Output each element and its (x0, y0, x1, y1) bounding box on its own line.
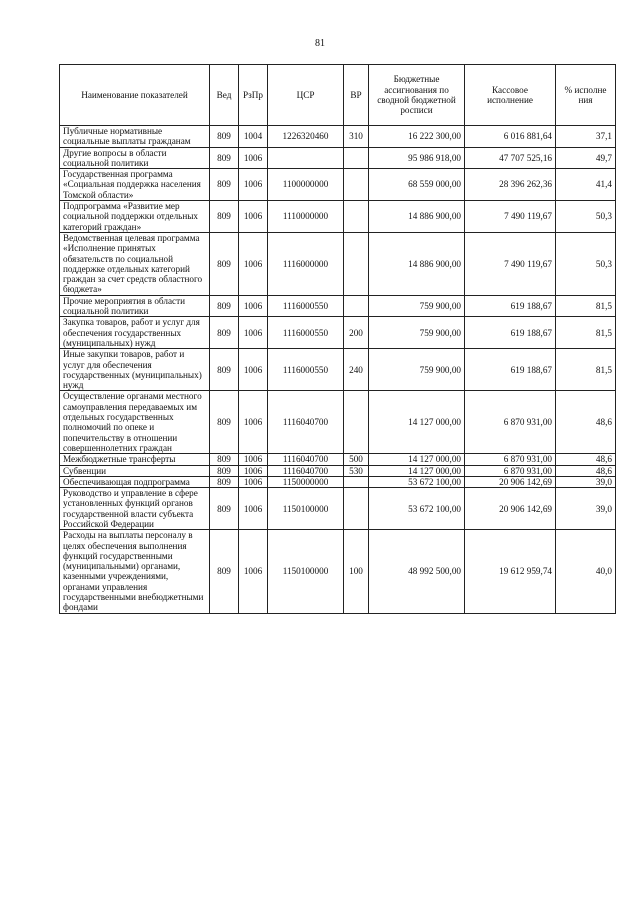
row-vr (344, 232, 369, 295)
row-ved: 809 (210, 530, 239, 613)
row-ved: 809 (210, 169, 239, 201)
row-ved: 809 (210, 488, 239, 530)
row-name: Обеспечивающая подпрограмма (60, 476, 210, 487)
row-rzpr: 1006 (239, 232, 268, 295)
row-csr: 1116000550 (268, 317, 344, 349)
row-budget: 759 900,00 (369, 349, 465, 391)
row-rzpr: 1006 (239, 488, 268, 530)
header-name: Наименование показателей (60, 65, 210, 126)
row-rzpr: 1004 (239, 126, 268, 148)
table-row (60, 126, 616, 148)
row-cash: 7 490 119,67 (465, 232, 556, 295)
table-header-row (60, 65, 616, 126)
header-percent: % исполне ния (556, 65, 616, 126)
row-rzpr: 1006 (239, 391, 268, 454)
header-csr: ЦСР (268, 65, 344, 126)
row-csr: 1116000550 (268, 349, 344, 391)
row-ved: 809 (210, 465, 239, 476)
row-rzpr: 1006 (239, 147, 268, 169)
row-rzpr: 1006 (239, 349, 268, 391)
row-percent: 41,4 (556, 169, 616, 201)
row-percent: 81,5 (556, 349, 616, 391)
row-budget: 759 900,00 (369, 317, 465, 349)
row-percent: 50,3 (556, 232, 616, 295)
row-ved: 809 (210, 476, 239, 487)
table-row (60, 476, 616, 487)
row-vr: 240 (344, 349, 369, 391)
row-csr: 1116040700 (268, 391, 344, 454)
row-budget: 16 222 300,00 (369, 126, 465, 148)
row-rzpr: 1006 (239, 169, 268, 201)
row-cash: 6 870 931,00 (465, 465, 556, 476)
row-cash: 6 870 931,00 (465, 454, 556, 465)
row-budget: 14 886 900,00 (369, 201, 465, 233)
row-budget: 95 986 918,00 (369, 147, 465, 169)
row-rzpr: 1006 (239, 465, 268, 476)
table-row (60, 317, 616, 349)
row-budget: 14 127 000,00 (369, 465, 465, 476)
row-budget: 759 900,00 (369, 295, 465, 317)
table-row (60, 201, 616, 233)
table-row (60, 349, 616, 391)
row-name: Осуществление органами местного самоуправления передаваемых им отдельных государственных полномочий по опеке и попечительству в отношении совершеннолетних граждан (60, 391, 210, 454)
row-percent: 39,0 (556, 488, 616, 530)
row-percent: 50,3 (556, 201, 616, 233)
table-row (60, 488, 616, 530)
row-name: Расходы на выплаты персоналу в целях обеспечения выполнения функций государственными (муниципальными) органами, казенными учреждениями, органами управления государственными внебюджетными фондами (60, 530, 210, 613)
budget-execution-table (59, 64, 616, 614)
row-percent: 49,7 (556, 147, 616, 169)
row-budget: 14 127 000,00 (369, 454, 465, 465)
table-row (60, 465, 616, 476)
row-csr: 1116040700 (268, 465, 344, 476)
row-vr (344, 488, 369, 530)
row-cash: 619 188,67 (465, 349, 556, 391)
row-vr: 200 (344, 317, 369, 349)
row-percent: 48,6 (556, 391, 616, 454)
row-budget: 14 127 000,00 (369, 391, 465, 454)
row-ved: 809 (210, 232, 239, 295)
row-vr: 100 (344, 530, 369, 613)
row-ved: 809 (210, 391, 239, 454)
row-ved: 809 (210, 349, 239, 391)
row-name: Публичные нормативные социальные выплаты гражданам (60, 126, 210, 148)
table-row (60, 169, 616, 201)
header-budget: Бюджетные ассигнования по сводной бюджетной росписи (369, 65, 465, 126)
row-ved: 809 (210, 454, 239, 465)
row-ved: 809 (210, 126, 239, 148)
row-csr: 1150000000 (268, 476, 344, 487)
row-name: Другие вопросы в области социальной политики (60, 147, 210, 169)
header-rzpr: РзПр (239, 65, 268, 126)
row-budget: 14 886 900,00 (369, 232, 465, 295)
row-name: Закупка товаров, работ и услуг для обеспечения государственных (муниципальных) нужд (60, 317, 210, 349)
row-name: Прочие мероприятия в области социальной политики (60, 295, 210, 317)
row-vr (344, 201, 369, 233)
header-cash: Кассовое исполнение (465, 65, 556, 126)
row-percent: 39,0 (556, 476, 616, 487)
row-ved: 809 (210, 295, 239, 317)
row-vr (344, 476, 369, 487)
row-csr: 1116040700 (268, 454, 344, 465)
row-vr (344, 295, 369, 317)
row-cash: 47 707 525,16 (465, 147, 556, 169)
row-cash: 7 490 119,67 (465, 201, 556, 233)
row-rzpr: 1006 (239, 530, 268, 613)
row-csr: 1116000550 (268, 295, 344, 317)
row-name: Иные закупки товаров, работ и услуг для обеспечения государственных (муниципальных) нужд (60, 349, 210, 391)
row-vr (344, 147, 369, 169)
row-csr (268, 147, 344, 169)
row-cash: 20 906 142,69 (465, 488, 556, 530)
row-vr: 500 (344, 454, 369, 465)
header-ved: Вед (210, 65, 239, 126)
row-vr: 310 (344, 126, 369, 148)
row-vr (344, 169, 369, 201)
row-rzpr: 1006 (239, 295, 268, 317)
row-csr: 1116000000 (268, 232, 344, 295)
row-name: Межбюджетные трансферты (60, 454, 210, 465)
row-cash: 619 188,67 (465, 295, 556, 317)
row-percent: 48,6 (556, 465, 616, 476)
table-row (60, 530, 616, 613)
row-rzpr: 1006 (239, 454, 268, 465)
row-name: Государственная программа «Социальная поддержка населения Томской области» (60, 169, 210, 201)
row-percent: 48,6 (556, 454, 616, 465)
page-number: 81 (315, 38, 325, 49)
row-name: Ведомственная целевая программа «Исполнение принятых обязательств по социальной поддержке отдельных категорий граждан за счет средств областного бюджета» (60, 232, 210, 295)
row-percent: 40,0 (556, 530, 616, 613)
row-ved: 809 (210, 147, 239, 169)
row-rzpr: 1006 (239, 317, 268, 349)
row-percent: 37,1 (556, 126, 616, 148)
table-row (60, 454, 616, 465)
table-row (60, 391, 616, 454)
row-ved: 809 (210, 317, 239, 349)
row-percent: 81,5 (556, 295, 616, 317)
row-rzpr: 1006 (239, 476, 268, 487)
row-cash: 28 396 262,36 (465, 169, 556, 201)
row-cash: 20 906 142,69 (465, 476, 556, 487)
row-csr: 1100000000 (268, 169, 344, 201)
row-budget: 68 559 000,00 (369, 169, 465, 201)
row-rzpr: 1006 (239, 201, 268, 233)
row-csr: 1110000000 (268, 201, 344, 233)
row-name: Подпрограмма «Развитие мер социальной поддержки отдельных категорий граждан» (60, 201, 210, 233)
header-vr: ВР (344, 65, 369, 126)
row-cash: 19 612 959,74 (465, 530, 556, 613)
row-cash: 6 016 881,64 (465, 126, 556, 148)
row-vr (344, 391, 369, 454)
row-budget: 48 992 500,00 (369, 530, 465, 613)
row-csr: 1226320460 (268, 126, 344, 148)
row-csr: 1150100000 (268, 488, 344, 530)
row-name: Руководство и управление в сфере установленных функций органов государственной власти субъекта Российской Федерации (60, 488, 210, 530)
row-budget: 53 672 100,00 (369, 476, 465, 487)
table-row (60, 295, 616, 317)
row-ved: 809 (210, 201, 239, 233)
table-row (60, 232, 616, 295)
row-percent: 81,5 (556, 317, 616, 349)
row-vr: 530 (344, 465, 369, 476)
table-row (60, 147, 616, 169)
row-cash: 6 870 931,00 (465, 391, 556, 454)
row-budget: 53 672 100,00 (369, 488, 465, 530)
row-name: Субвенции (60, 465, 210, 476)
row-cash: 619 188,67 (465, 317, 556, 349)
row-csr: 1150100000 (268, 530, 344, 613)
